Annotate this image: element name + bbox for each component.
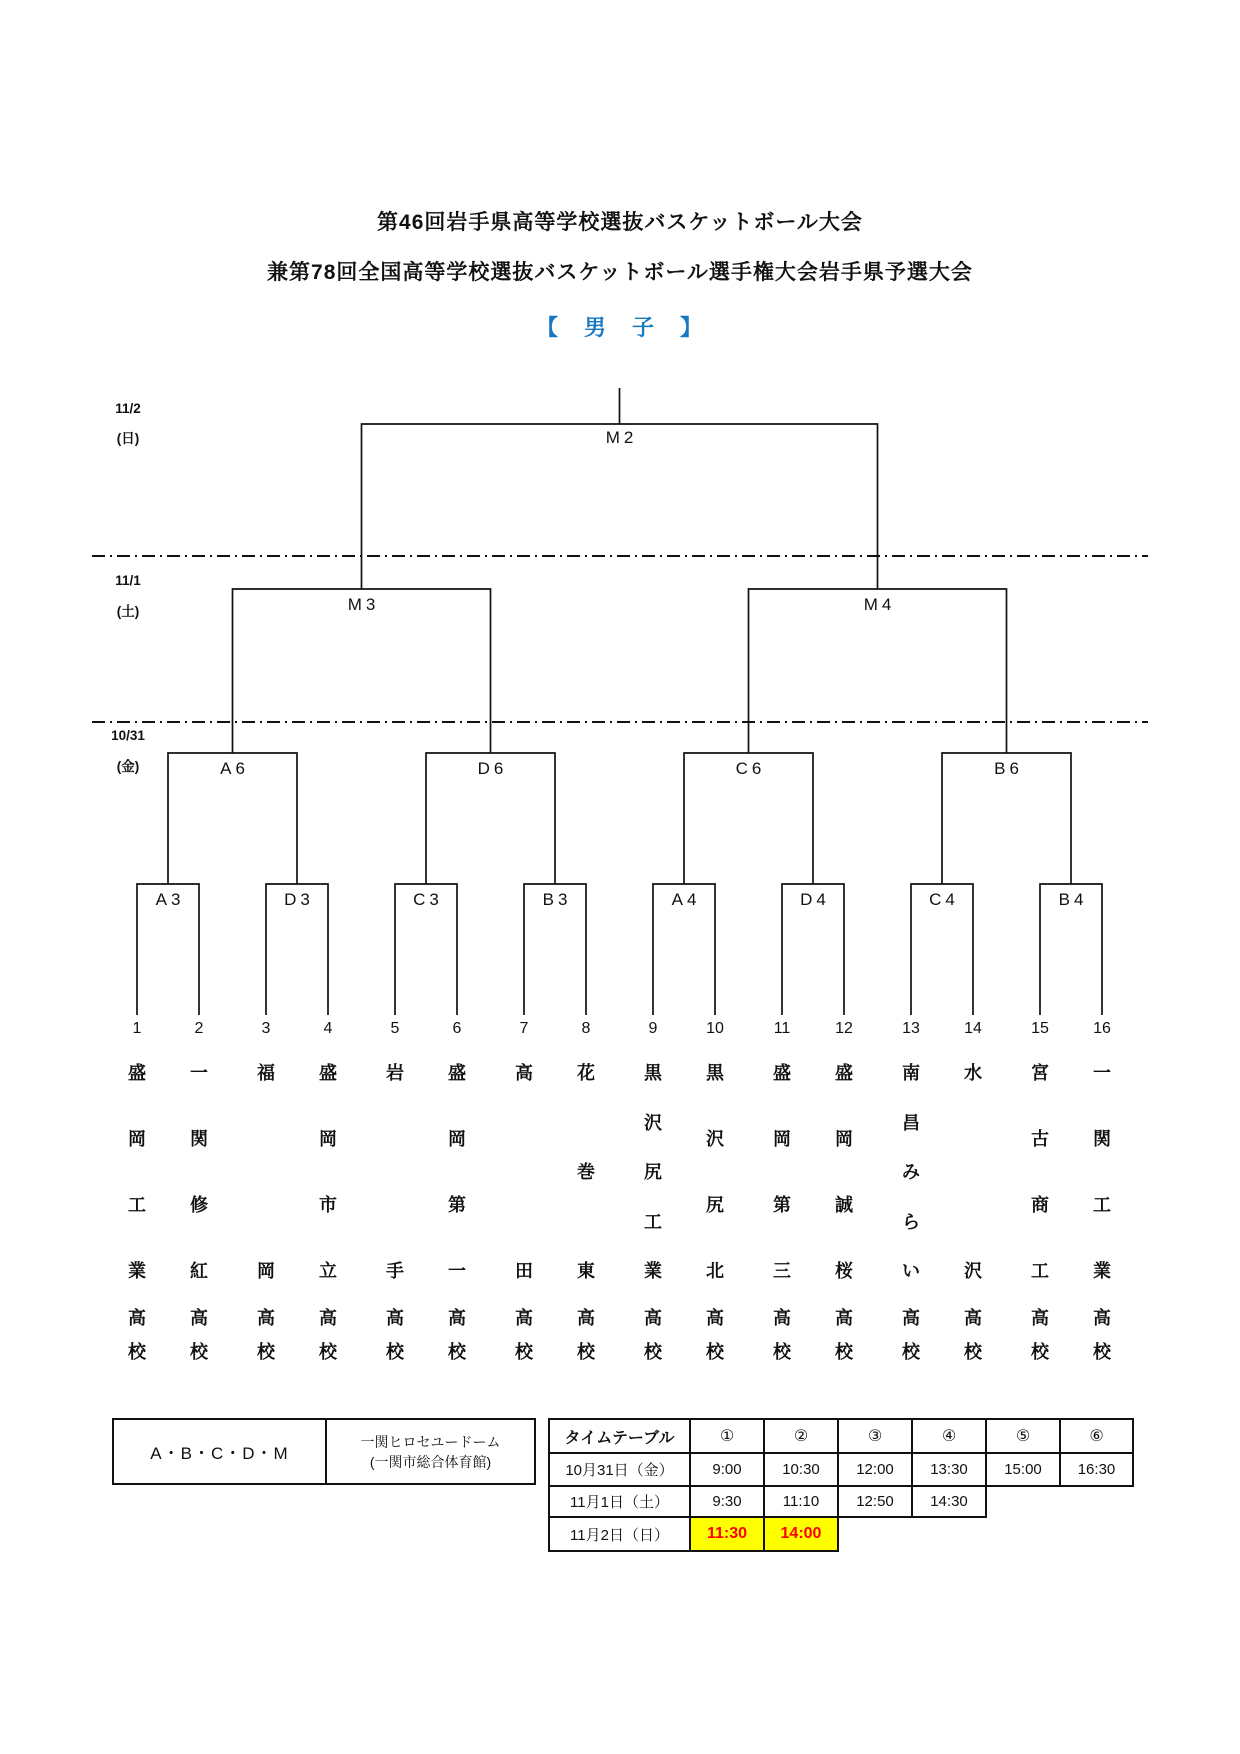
- team-name-char: 一: [190, 1063, 208, 1083]
- team-name-char: 立: [319, 1261, 337, 1281]
- team-name-char: ら: [902, 1211, 920, 1232]
- team-name-suffix-1: 高: [706, 1308, 724, 1328]
- team-name-char: 尻: [644, 1162, 662, 1182]
- team-name-char: 業: [644, 1261, 662, 1281]
- team-name-char: 巻: [577, 1162, 595, 1182]
- seed-number: 8: [581, 1020, 591, 1037]
- team-name-char: 南: [902, 1063, 920, 1083]
- team-name-char: 誠: [835, 1195, 853, 1215]
- timetable-time: 11:30: [690, 1517, 764, 1551]
- seed-number: 5: [390, 1020, 400, 1037]
- round-day: (日): [116, 431, 140, 446]
- team-name-suffix-1: 高: [448, 1308, 466, 1328]
- match-label-m3: M3: [347, 595, 380, 614]
- team-name-char: 市: [319, 1195, 337, 1215]
- team-name-suffix-1: 高: [257, 1308, 275, 1328]
- seed-number: 7: [519, 1020, 529, 1037]
- team-name-char: 一: [448, 1261, 466, 1281]
- timetable-empty-cell: [1060, 1486, 1133, 1517]
- team-name: [640, 1064, 666, 1280]
- match-label-b6: B6: [994, 759, 1023, 778]
- team-name-suffix-2: 校: [257, 1342, 275, 1362]
- page-subtitle: 兼第78回全国高等学校選抜バスケットボール選手権大会岩手県予選大会: [267, 261, 973, 284]
- slot-header: ②: [764, 1419, 838, 1453]
- seed-number: 11: [773, 1020, 791, 1037]
- seed-number: 10: [706, 1020, 724, 1037]
- slot-header: ⑤: [986, 1419, 1060, 1453]
- team-name-char: 岡: [257, 1261, 275, 1281]
- team-name-suffix-1: 高: [190, 1308, 208, 1328]
- team-name-char: 岡: [835, 1129, 853, 1149]
- team-name-char: 黒: [706, 1063, 724, 1083]
- team-name: [315, 1064, 341, 1280]
- team-name-char: 沢: [706, 1129, 724, 1149]
- timetable-time: 9:30: [690, 1486, 764, 1517]
- seed-number: 2: [194, 1020, 204, 1037]
- match-label-b4: B4: [1058, 890, 1088, 909]
- team-name-suffix-2: 校: [448, 1342, 466, 1362]
- team-name: [573, 1064, 599, 1280]
- team-name-char: 一: [1093, 1063, 1111, 1083]
- team-name: [960, 1064, 986, 1280]
- timetable-time: 14:30: [912, 1486, 986, 1517]
- timetable-empty-cell: [912, 1517, 986, 1551]
- team-name-char: 業: [1093, 1261, 1111, 1281]
- team-name-suffix-1: 高: [319, 1308, 337, 1328]
- team-name-char: 商: [1031, 1195, 1049, 1215]
- seed-number: 16: [1093, 1020, 1111, 1037]
- team-name-char: 盛: [773, 1063, 791, 1083]
- seed-number: 3: [261, 1020, 271, 1037]
- team-name-suffix-1: 高: [577, 1308, 595, 1328]
- slot-header: ⑥: [1060, 1419, 1133, 1453]
- team-name-char: 桜: [835, 1261, 853, 1281]
- match-label-a3: A3: [155, 890, 185, 909]
- team-name-char: 岡: [128, 1129, 146, 1149]
- timetable-time: 13:30: [912, 1453, 986, 1486]
- team-name-char: 東: [577, 1261, 595, 1281]
- team-name: [124, 1064, 150, 1280]
- team-name-suffix-2: 校: [319, 1342, 337, 1362]
- team-name-char: 工: [1031, 1261, 1049, 1281]
- court-codes: A・B・C・D・M: [113, 1419, 326, 1484]
- timetable-time: 16:30: [1060, 1453, 1133, 1486]
- venue-legend: [112, 1418, 536, 1485]
- team-name-suffix-2: 校: [644, 1342, 662, 1362]
- timetable-time: 15:00: [986, 1453, 1060, 1486]
- team-name: [186, 1064, 212, 1280]
- timetable-time: 12:00: [838, 1453, 912, 1486]
- team-name: [444, 1064, 470, 1280]
- team-name-char: 田: [515, 1261, 533, 1281]
- venue-name: [326, 1419, 535, 1484]
- match-label-a4: A4: [671, 890, 701, 909]
- venue-line1: 一関ヒロセユードーム: [360, 1433, 501, 1450]
- team-name-char: 紅: [190, 1261, 208, 1281]
- team-name-char: 三: [773, 1261, 791, 1281]
- team-name-suffix-1: 高: [128, 1308, 146, 1328]
- team-name-suffix-1: 高: [773, 1308, 791, 1328]
- team-name-char: 盛: [128, 1063, 146, 1083]
- venue-line2: (一関市総合体育館): [369, 1453, 492, 1470]
- team-name-suffix-2: 校: [190, 1342, 208, 1362]
- team-name-char: 岡: [448, 1129, 466, 1149]
- timetable-empty-cell: [986, 1517, 1060, 1551]
- round-date: 11/2: [115, 401, 141, 416]
- team-name-suffix-2: 校: [1031, 1342, 1049, 1362]
- timetable-time: 11:10: [764, 1486, 838, 1517]
- team-name-char: 岡: [773, 1129, 791, 1149]
- timetable-date: 10月31日（金）: [549, 1453, 690, 1486]
- timetable-header: タイムテーブル: [549, 1419, 690, 1453]
- round-day: (土): [116, 604, 140, 619]
- team-name-suffix-2: 校: [128, 1342, 146, 1362]
- round-date: 11/1: [115, 573, 141, 588]
- timetable-time: 12:50: [838, 1486, 912, 1517]
- team-name-char: 宮: [1031, 1063, 1049, 1083]
- seed-number: 14: [964, 1020, 982, 1037]
- team-name-char: 古: [1031, 1129, 1049, 1149]
- team-name-suffix-2: 校: [902, 1342, 920, 1362]
- timetable-empty-cell: [986, 1486, 1060, 1517]
- slot-header: ④: [912, 1419, 986, 1453]
- timetable-date: 11月2日（日）: [549, 1517, 690, 1551]
- match-label-c3: C3: [413, 890, 443, 909]
- team-name-char: 高: [515, 1063, 533, 1083]
- match-label-c6: C6: [735, 759, 766, 778]
- team-name-char: 盛: [835, 1063, 853, 1083]
- timetable-date: 11月1日（土）: [549, 1486, 690, 1517]
- timetable-time: 10:30: [764, 1453, 838, 1486]
- seed-number: 15: [1031, 1020, 1049, 1037]
- team-name-char: 盛: [319, 1063, 337, 1083]
- team-name-suffix-2: 校: [835, 1342, 853, 1362]
- team-name-char: 岩: [386, 1063, 404, 1083]
- team-name-char: 工: [1093, 1195, 1111, 1215]
- team-name-char: 水: [964, 1063, 982, 1083]
- team-name-suffix-2: 校: [515, 1342, 533, 1362]
- team-name-char: 盛: [448, 1063, 466, 1083]
- seed-number: 4: [323, 1020, 333, 1037]
- match-label-m4: M4: [863, 595, 896, 614]
- team-name-suffix-1: 高: [1093, 1308, 1111, 1328]
- team-name-char: 第: [773, 1195, 791, 1215]
- team-name-char: 業: [128, 1261, 146, 1281]
- match-label-a6: A6: [220, 759, 249, 778]
- team-name-char: 尻: [706, 1195, 724, 1215]
- seed-number: 9: [648, 1020, 658, 1037]
- team-name: [382, 1064, 408, 1280]
- team-name-char: 工: [128, 1195, 146, 1215]
- team-name-suffix-1: 高: [644, 1308, 662, 1328]
- team-name: [1089, 1064, 1115, 1280]
- team-name-suffix-2: 校: [964, 1342, 982, 1362]
- timetable-time: 14:00: [764, 1517, 838, 1551]
- team-name-char: 沢: [964, 1261, 982, 1281]
- team-name-char: 岡: [319, 1129, 337, 1149]
- team-name: [702, 1064, 728, 1280]
- seed-number: 13: [902, 1020, 920, 1037]
- team-name: [769, 1064, 795, 1280]
- team-name-char: 沢: [644, 1112, 662, 1133]
- team-name-char: 工: [644, 1211, 662, 1232]
- slot-header: ①: [690, 1419, 764, 1453]
- team-name-char: 関: [190, 1129, 208, 1149]
- seed-number: 1: [132, 1020, 142, 1037]
- team-name-suffix-2: 校: [577, 1342, 595, 1362]
- team-name-suffix-2: 校: [706, 1342, 724, 1362]
- timetable: [548, 1418, 1134, 1552]
- timetable-empty-cell: [1060, 1517, 1133, 1551]
- team-name-char: 手: [386, 1261, 404, 1281]
- page-title: 第46回岩手県高等学校選抜バスケットボール大会: [377, 211, 863, 234]
- team-name-char: 黒: [644, 1063, 662, 1083]
- team-name: [1027, 1064, 1053, 1280]
- category-heading: 【 男 子 】: [535, 315, 704, 340]
- team-name-char: み: [902, 1162, 920, 1182]
- team-name-suffix-2: 校: [1093, 1342, 1111, 1362]
- match-label-c4: C4: [929, 890, 959, 909]
- team-name-suffix-1: 高: [386, 1308, 404, 1328]
- team-name-char: 昌: [902, 1112, 920, 1133]
- match-label-b3: B3: [542, 890, 572, 909]
- match-label-d4: D4: [800, 890, 830, 909]
- match-label-m2: M2: [605, 428, 638, 447]
- match-label-d3: D3: [284, 890, 314, 909]
- team-name-char: 第: [448, 1195, 466, 1215]
- team-name-char: 花: [577, 1063, 595, 1083]
- team-name-char: 北: [706, 1261, 724, 1281]
- round-day: (金): [116, 759, 140, 774]
- seed-number: 6: [452, 1020, 462, 1037]
- team-name-suffix-1: 高: [515, 1308, 533, 1328]
- team-name-char: い: [902, 1261, 920, 1281]
- team-name-suffix-1: 高: [902, 1308, 920, 1328]
- round-date: 10/31: [111, 728, 145, 743]
- seed-number: 12: [835, 1020, 853, 1037]
- team-name: [511, 1064, 537, 1280]
- team-name-suffix-2: 校: [386, 1342, 404, 1362]
- timetable-empty-cell: [838, 1517, 912, 1551]
- match-label-d6: D6: [477, 759, 508, 778]
- slot-header: ③: [838, 1419, 912, 1453]
- team-name-suffix-1: 高: [835, 1308, 853, 1328]
- team-name-suffix-1: 高: [964, 1308, 982, 1328]
- team-name-suffix-2: 校: [773, 1342, 791, 1362]
- team-name-char: 福: [257, 1063, 275, 1083]
- team-name: [253, 1064, 279, 1280]
- team-name: [831, 1064, 857, 1280]
- team-name: [898, 1064, 924, 1280]
- timetable-time: 9:00: [690, 1453, 764, 1486]
- team-name-suffix-1: 高: [1031, 1308, 1049, 1328]
- team-name-char: 関: [1093, 1129, 1111, 1149]
- team-name-char: 修: [190, 1195, 208, 1215]
